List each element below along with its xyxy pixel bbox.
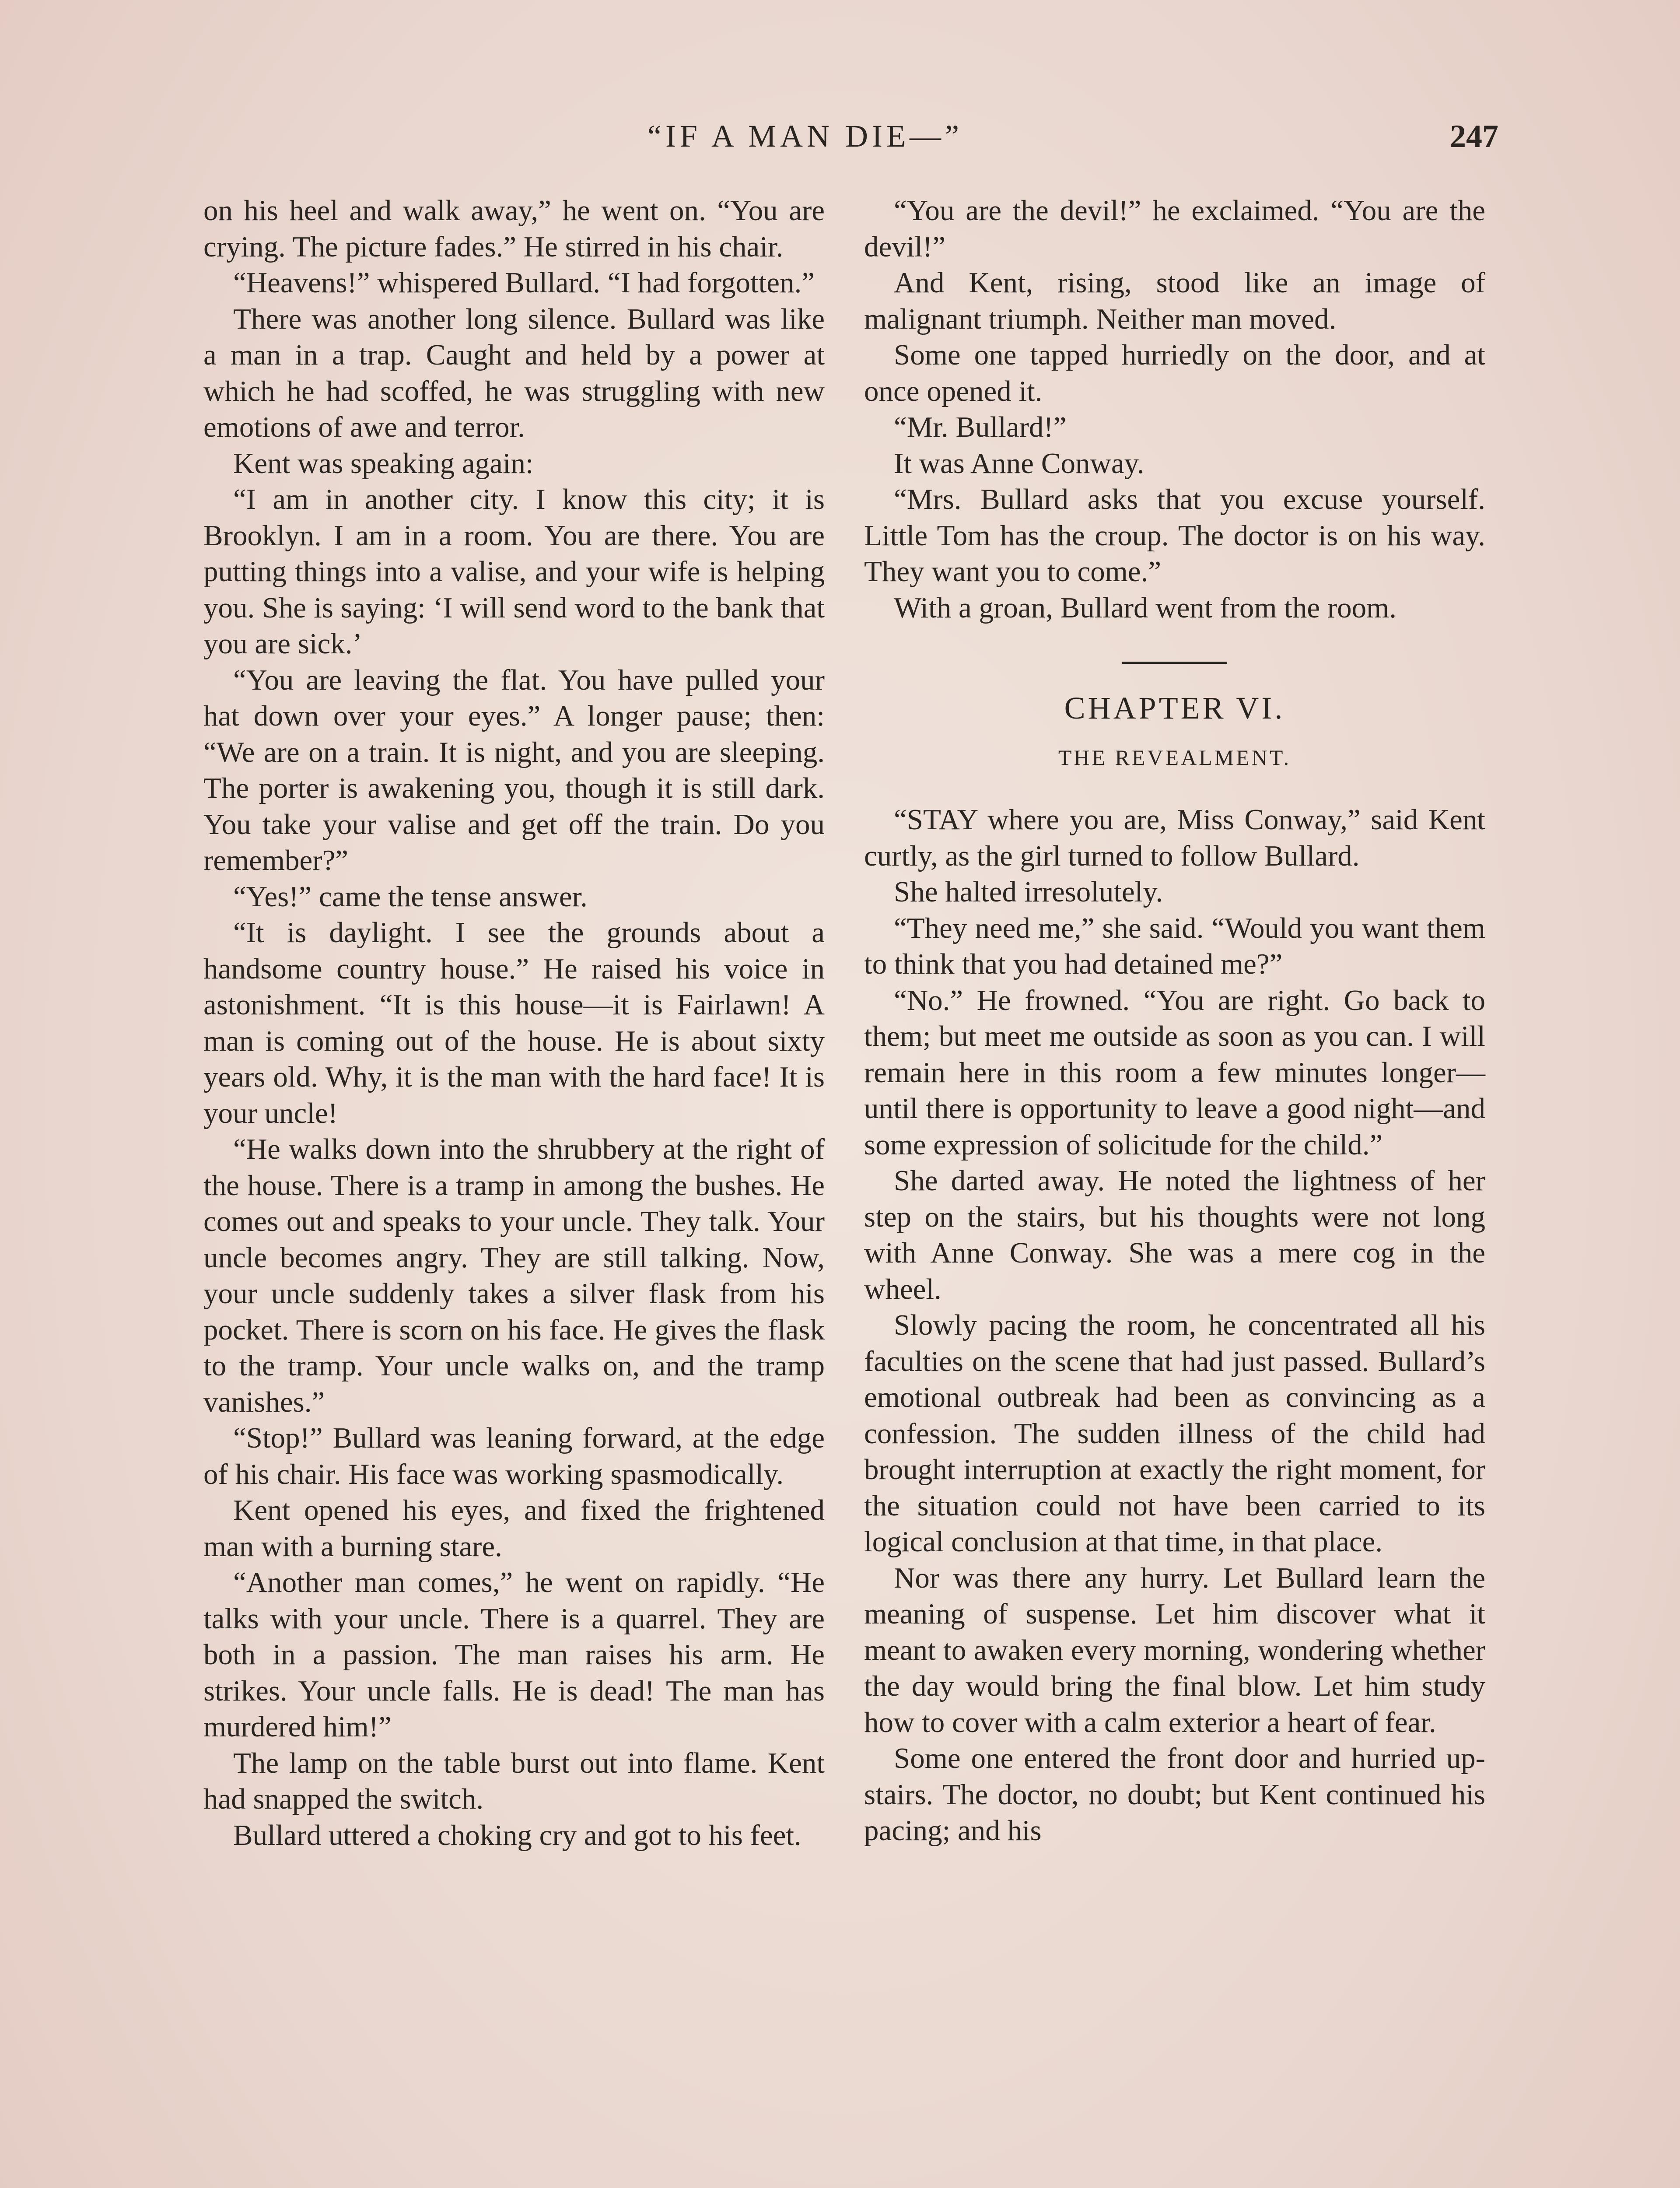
paragraph: It was Anne Conway. <box>894 447 1144 480</box>
paragraph: Nor was there any hurry. Let Bullard learn the meaning of suspense. Let him discover what it meant to awaken every morning, wondering whether the day would bring the final blow. Let him study how to cover with a calm exterior a heart of fear. <box>864 1561 1485 1739</box>
left-column <box>203 193 825 1853</box>
paragraph: “Yes!” came the tense answer. <box>233 880 588 913</box>
paragraph: Bullard uttered a choking cry and got to his feet. <box>233 1819 802 1851</box>
paragraph: The lamp on the table burst out into flame. Kent had snapped the switch. <box>203 1746 825 1815</box>
paragraph: “It is daylight. I see the grounds about a handsome country house.” He raised his voice in astonishment. “It is this house—it is Fairlawn! A man is coming out of the house. He is about sixty years old. Why, it is the man with the hard face! It is your uncle! <box>203 916 825 1129</box>
paragraph: “Heavens!” whispered Bullard. “I had forgotten.” <box>233 266 815 299</box>
paragraph: And Kent, rising, stood like an image of malignant triumph. Neither man moved. <box>864 266 1485 335</box>
paragraph: Slowly pacing the room, he concentrated all his faculties on the scene that had just passed. Bullard’s emotional outbreak had been as convincing as a confession. The sudden illness of the child had brought interruption at exactly the right moment, for the situation could not have been carried to its logical conclusion at that time, in that place. <box>864 1309 1485 1558</box>
section-divider <box>1122 662 1227 664</box>
paragraph: “You are the devil!” he exclaimed. “You are the devil!” <box>864 194 1485 263</box>
paragraph: “You are leaving the flat. You have pulled your hat down over your eyes.” A longer pause; then: “We are on a train. It is night, and you are sleeping. The porter is awakening you, though it is still dark. You take your valise and get off the train. Do you remember?” <box>203 663 825 877</box>
paragraph: “Mr. Bullard!” <box>894 411 1067 443</box>
paragraph: She darted away. He noted the lightness of her step on the stairs, but his thoughts were not long with Anne Conway. She was a mere cog in the wheel. <box>864 1164 1485 1305</box>
page-number: 247 <box>1450 119 1498 154</box>
paragraph: With a groan, Bullard went from the room. <box>894 591 1397 624</box>
running-head: “IF A MAN DIE—” <box>648 119 963 154</box>
paragraph: “STAY where you are, Miss Conway,” said Kent curtly, as the girl turned to follow Bullard. <box>864 803 1485 872</box>
paragraph: She halted irresolutely. <box>894 876 1163 908</box>
paragraph: “I am in another city. I know this city; it is Brooklyn. I am in a room. You are there. You are putting things into a valise, and your wife is helping you. She is saying: ‘I will send word to the bank that you are sick.’ <box>203 483 825 660</box>
chapter-subtitle: THE REVEALMENT. <box>1058 745 1292 770</box>
paragraph: Kent was speaking again: <box>233 447 534 480</box>
chapter-title: CHAPTER VI. <box>1064 691 1285 726</box>
paragraph: Kent opened his eyes, and fixed the frightened man with a burning stare. <box>203 1494 825 1563</box>
paragraph: “No.” He frowned. “You are right. Go back to them; but meet me outside as soon as you can. I will remain here in this room a few minutes longer—until there is opportunity to leave a good night—and some expression of solicitude for the child.” <box>864 984 1485 1161</box>
right-column <box>864 193 1485 1849</box>
paragraph: “He walks down into the shrubbery at the right of the house. There is a tramp in among the bushes. He comes out and speaks to your uncle. They talk. Your uncle becomes angry. They are still talking. Now, your uncle suddenly takes a silver flask from his pocket. There is scorn on his face. He gives the flask to the tramp. Your uncle walks on, and the tramp vanishes.” <box>203 1133 825 1418</box>
paragraph: “Another man comes,” he went on rapidly. “He talks with your uncle. There is a quarrel. They are both in a passion. The man raises his arm. He strikes. Your uncle falls. He is dead! The man has murdered him!” <box>203 1566 825 1743</box>
paragraph: There was another long silence. Bullard was like a man in a trap. Caught and held by a power at which he had scoffed, he was struggling with new emotions of awe and terror. <box>203 302 825 443</box>
paragraph: Some one entered the front door and hurried up-stairs. The doctor, no doubt; but Kent continued his pacing; and his <box>864 1742 1485 1847</box>
paragraph: “Mrs. Bullard asks that you excuse yourself. Little Tom has the croup. The doctor is on his way. They want you to come.” <box>864 483 1485 588</box>
paragraph: on his heel and walk away,” he went on. “You are crying. The picture fades.” He stirred in his chair. <box>203 194 825 263</box>
paragraph: “Stop!” Bullard was leaning forward, at the edge of his chair. His face was working spasmodically. <box>203 1422 825 1490</box>
paragraph: “They need me,” she said. “Would you want them to think that you had detained me?” <box>864 912 1485 980</box>
paragraph: Some one tapped hurriedly on the door, and at once opened it. <box>864 339 1485 407</box>
